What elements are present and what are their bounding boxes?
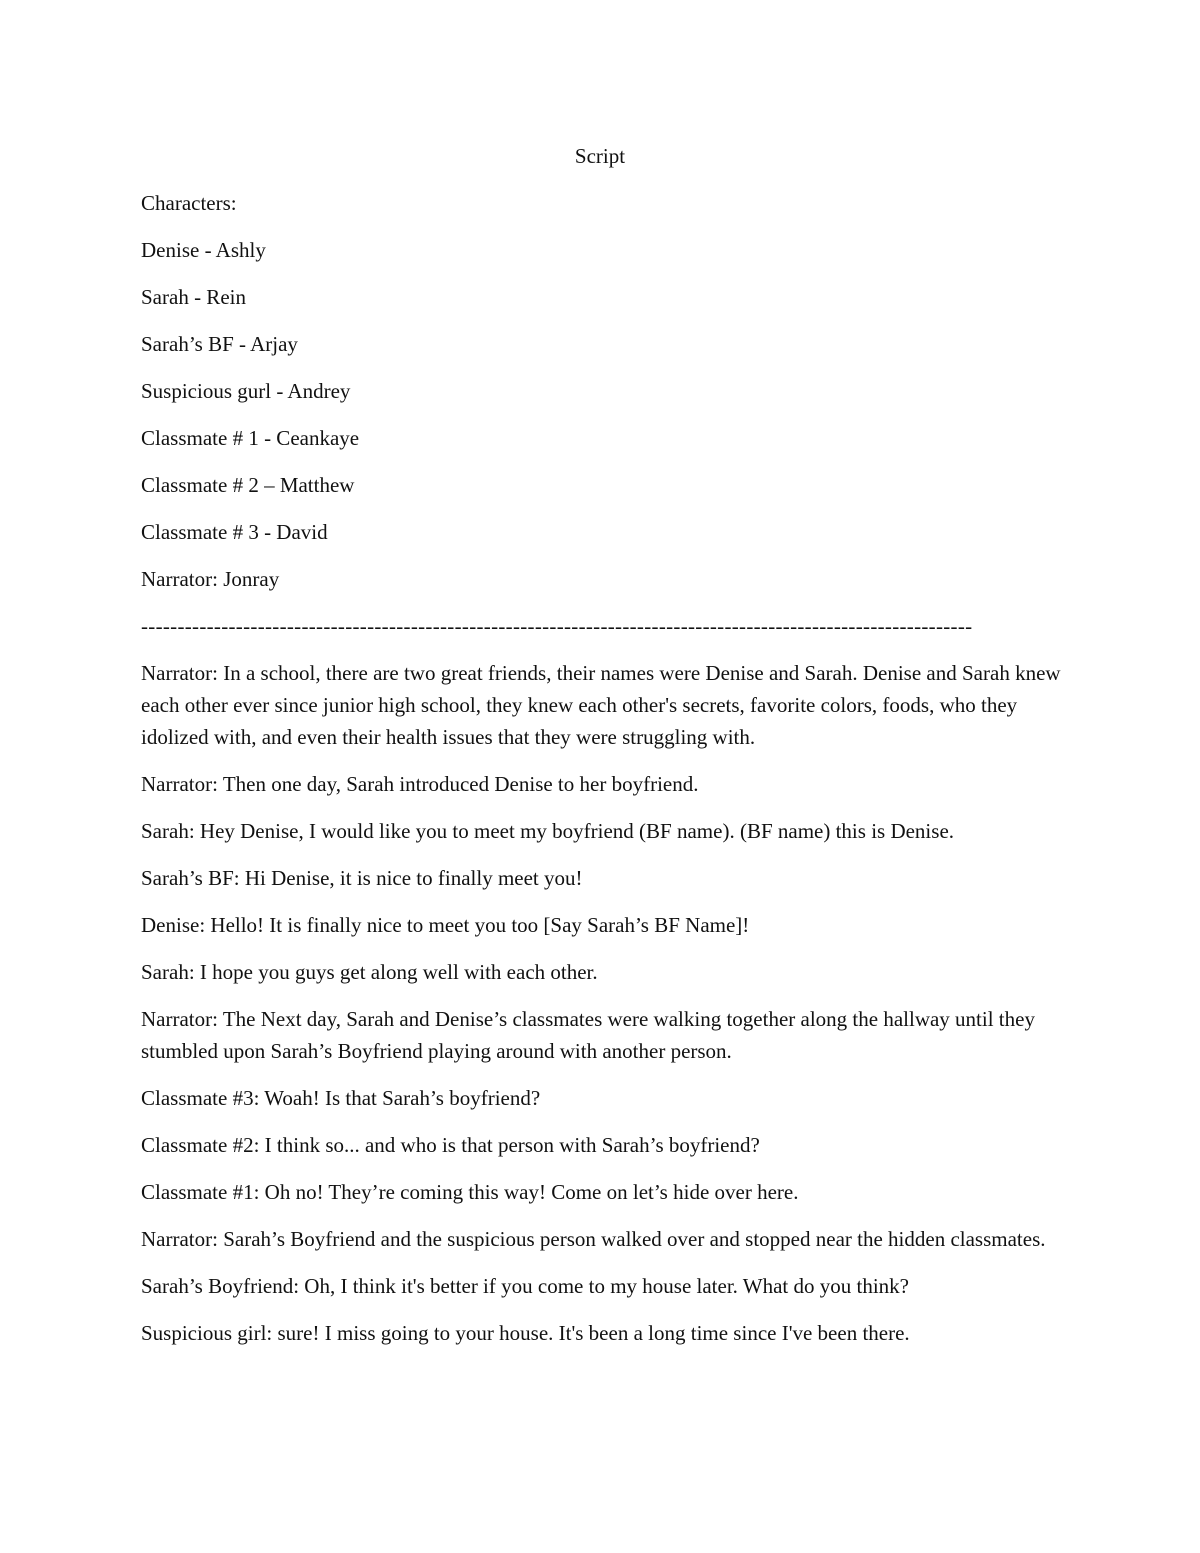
script-line: Sarah’s BF: Hi Denise, it is nice to finally meet you! — [141, 866, 583, 890]
script-line: Classmate #3: Woah! Is that Sarah’s boyfriend? — [141, 1086, 541, 1110]
cast-item: Sarah - Rein — [141, 285, 246, 309]
cast-item: Denise - Ashly — [141, 238, 266, 262]
script-line: Sarah: I hope you guys get along well with each other. — [141, 960, 598, 984]
cast-item: Suspicious gurl - Andrey — [141, 379, 351, 403]
script-line: Sarah: Hey Denise, I would like you to meet my boyfriend (BF name). (BF name) this is Denise. — [141, 819, 955, 843]
script-line: Sarah’s Boyfriend: Oh, I think it's better if you come to my house later. What do you think? — [141, 1274, 910, 1298]
script-document — [141, 140, 1071, 1364]
cast-item: Classmate # 3 - David — [141, 520, 328, 544]
cast-list — [141, 234, 1071, 595]
characters-heading: Characters: — [141, 191, 237, 215]
script-line: Suspicious girl: sure! I miss going to your house. It's been a long time since I've been there. — [141, 1321, 910, 1345]
page-title: Script — [574, 144, 626, 168]
cast-item: Classmate # 2 – Matthew — [141, 473, 355, 497]
section-divider: ------------------------------------------------------------------------------------------------------------------ — [141, 614, 973, 638]
script-line: Narrator: The Next day, Sarah and Denise’s classmates were walking together along the hallway until they stumbled upon Sarah’s Boyfriend playing around with another person. — [141, 1007, 1035, 1063]
script-line: Narrator: In a school, there are two great friends, their names were Denise and Sarah. Denise and Sarah knew each other ever since junior high school, they knew each other's secrets, favorite colors, foods, who they idolized with, and even their health issues that they were struggling with. — [141, 661, 1061, 749]
script-line: Classmate #1: Oh no! They’re coming this way! Come on let’s hide over here. — [141, 1180, 799, 1204]
script-line: Narrator: Sarah’s Boyfriend and the suspicious person walked over and stopped near the hidden classmates. — [141, 1227, 1046, 1251]
cast-item: Sarah’s BF - Arjay — [141, 332, 298, 356]
cast-item: Classmate # 1 - Ceankaye — [141, 426, 360, 450]
script-line: Narrator: Then one day, Sarah introduced Denise to her boyfriend. — [141, 772, 699, 796]
script-line: Classmate #2: I think so... and who is that person with Sarah’s boyfriend? — [141, 1133, 760, 1157]
cast-item: Narrator: Jonray — [141, 567, 280, 591]
script-line: Denise: Hello! It is finally nice to meet you too [Say Sarah’s BF Name]! — [141, 913, 750, 937]
script-body — [141, 657, 1071, 1349]
